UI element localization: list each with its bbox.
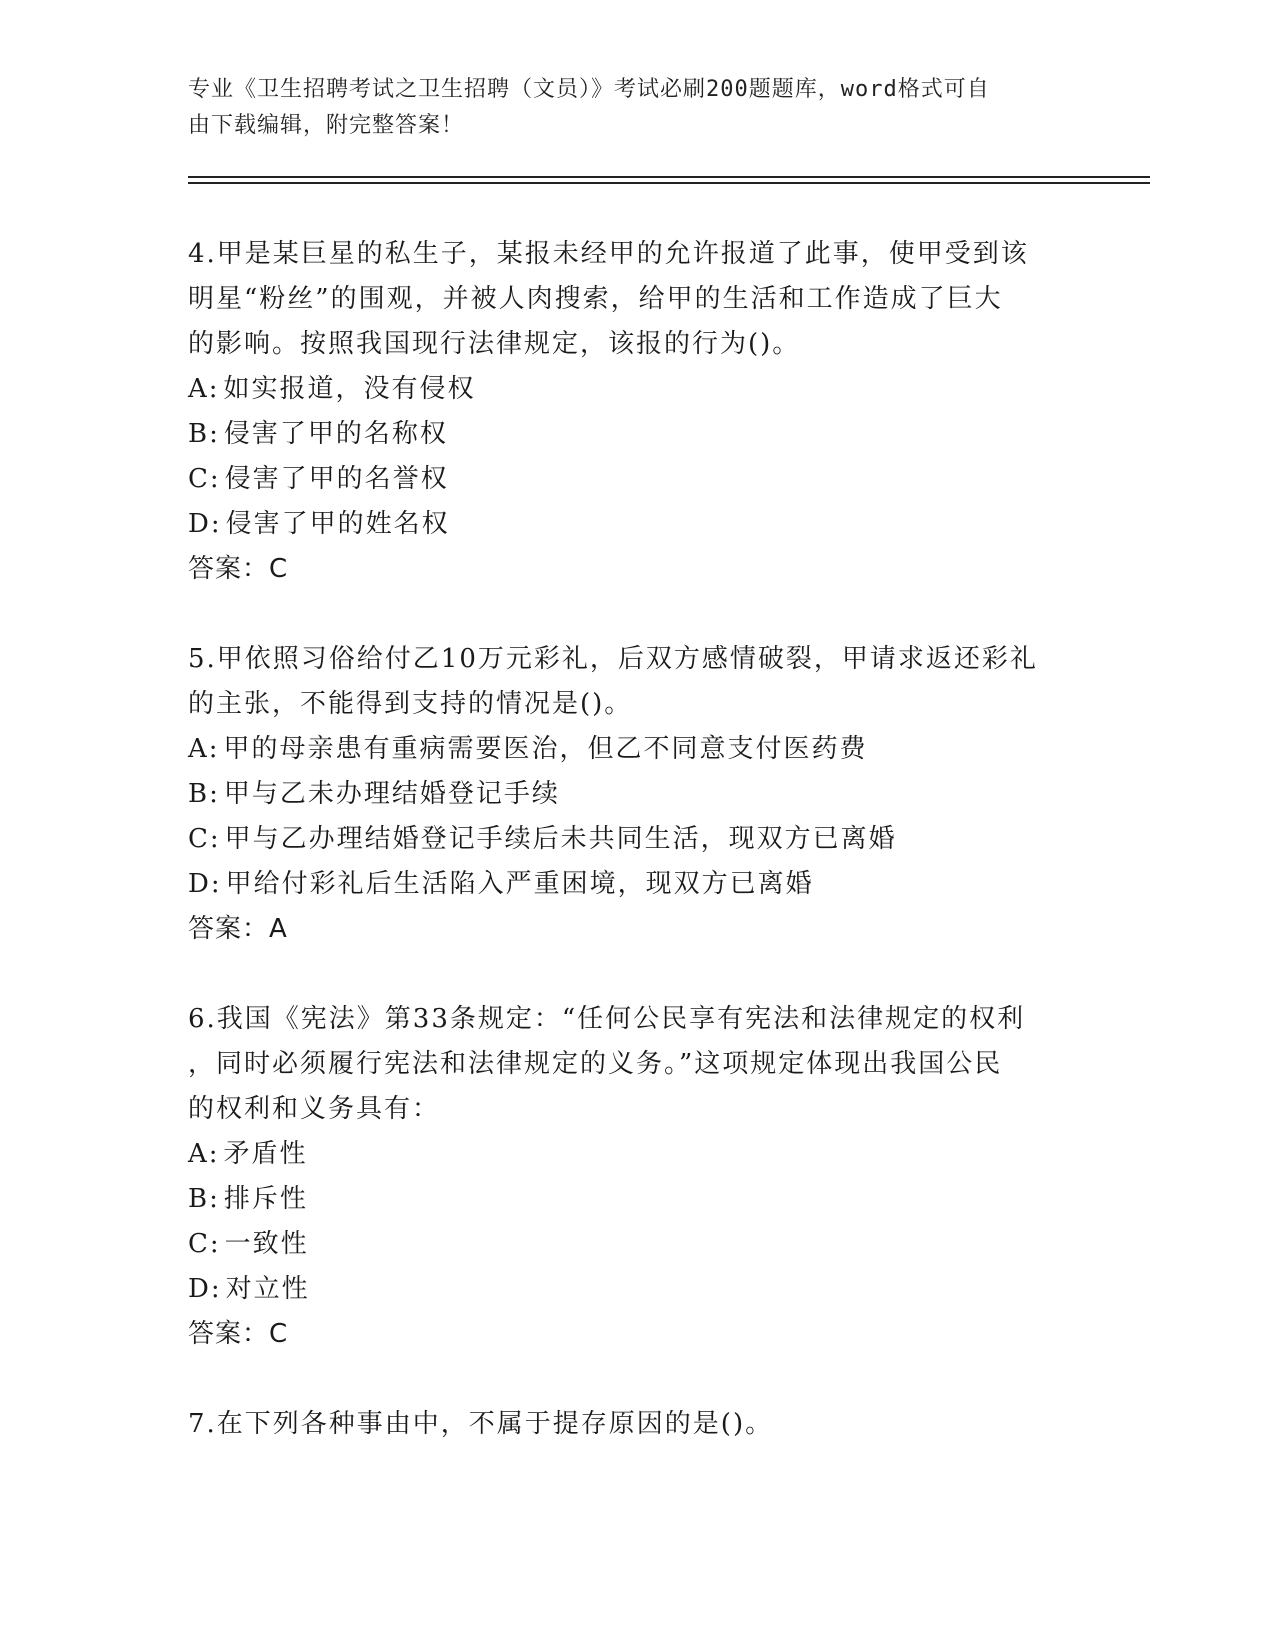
- option-text: 矛盾性: [223, 1139, 308, 1169]
- option-letter: D:: [188, 1274, 222, 1304]
- option-b: [188, 772, 1088, 817]
- option-letter: B:: [188, 1184, 220, 1214]
- answer-label: 答案：C: [188, 1319, 289, 1349]
- question-list: [188, 232, 1088, 1492]
- header-line-1: 专业《卫生招聘考试之卫生招聘（文员）》考试必刷200题题库，word格式可自: [188, 77, 990, 102]
- option-letter: D:: [188, 509, 222, 539]
- header-line-2: 由下载编辑，附完整答案！: [188, 113, 465, 138]
- stem-line: ，同时必须履行宪法和法律规定的义务。”这项规定体现出我国公民: [188, 1049, 1003, 1079]
- option-letter: A:: [188, 1139, 220, 1169]
- option-text: 排斥性: [223, 1184, 308, 1214]
- stem-line: 明星“粉丝”的围观，并被人肉搜索，给甲的生活和工作造成了巨大: [188, 284, 1003, 314]
- question-6: [188, 997, 1088, 1357]
- option-letter: C:: [188, 464, 221, 494]
- option-letter: B:: [188, 779, 220, 809]
- option-text: 甲的母亲患有重病需要医治，但乙不同意支付医药费: [223, 734, 868, 764]
- stem-line: 的权利和义务具有：: [188, 1094, 441, 1124]
- document-header: [188, 72, 1088, 144]
- question-stem: [188, 637, 1088, 727]
- option-letter: A:: [188, 734, 220, 764]
- option-text: 侵害了甲的名誉权: [224, 464, 449, 494]
- option-letter: B:: [188, 419, 220, 449]
- header-divider-top: [188, 176, 1150, 178]
- question-7: [188, 1402, 1088, 1447]
- option-letter: C:: [188, 824, 221, 854]
- answer-label: 答案：A: [188, 914, 288, 944]
- stem-line: 的影响。按照我国现行法律规定，该报的行为()。: [188, 329, 801, 359]
- option-text: 甲与乙未办理结婚登记手续: [223, 779, 560, 809]
- option-letter: A:: [188, 374, 220, 404]
- stem-line: 的主张，不能得到支持的情况是()。: [188, 689, 633, 719]
- option-d: [188, 1267, 1088, 1312]
- option-letter: D:: [188, 869, 222, 899]
- option-a: [188, 1132, 1088, 1177]
- option-text: 对立性: [225, 1274, 310, 1304]
- question-5: [188, 637, 1088, 952]
- stem-line: 7.在下列各种事由中，不属于提存原因的是()。: [188, 1409, 774, 1439]
- option-letter: C:: [188, 1229, 221, 1259]
- question-stem: [188, 1402, 1088, 1447]
- option-d: [188, 502, 1088, 547]
- option-b: [188, 1177, 1088, 1222]
- stem-line: 6.我国《宪法》第33条规定：“任何公民享有宪法和法律规定的权利: [188, 1004, 1026, 1034]
- question-stem: [188, 232, 1088, 367]
- option-text: 侵害了甲的名称权: [223, 419, 448, 449]
- option-b: [188, 412, 1088, 457]
- question-stem: [188, 997, 1088, 1132]
- option-a: [188, 727, 1088, 772]
- question-4: [188, 232, 1088, 592]
- option-text: 一致性: [224, 1229, 309, 1259]
- option-text: 甲与乙办理结婚登记手续后未共同生活，现双方已离婚: [224, 824, 897, 854]
- header-divider-bottom: [188, 182, 1150, 184]
- stem-line: 5.甲依照习俗给付乙10万元彩礼，后双方感情破裂，甲请求返还彩礼: [188, 644, 1038, 674]
- stem-line: 4.甲是某巨星的私生子，某报未经甲的允许报道了此事，使甲受到该: [188, 239, 1029, 269]
- option-a: [188, 367, 1088, 412]
- answer-label: 答案：C: [188, 554, 289, 584]
- option-d: [188, 862, 1088, 907]
- option-text: 如实报道，没有侵权: [223, 374, 476, 404]
- option-c: [188, 817, 1088, 862]
- option-text: 甲给付彩礼后生活陷入严重困境，现双方已离婚: [225, 869, 814, 899]
- option-c: [188, 457, 1088, 502]
- option-c: [188, 1222, 1088, 1267]
- option-text: 侵害了甲的姓名权: [225, 509, 450, 539]
